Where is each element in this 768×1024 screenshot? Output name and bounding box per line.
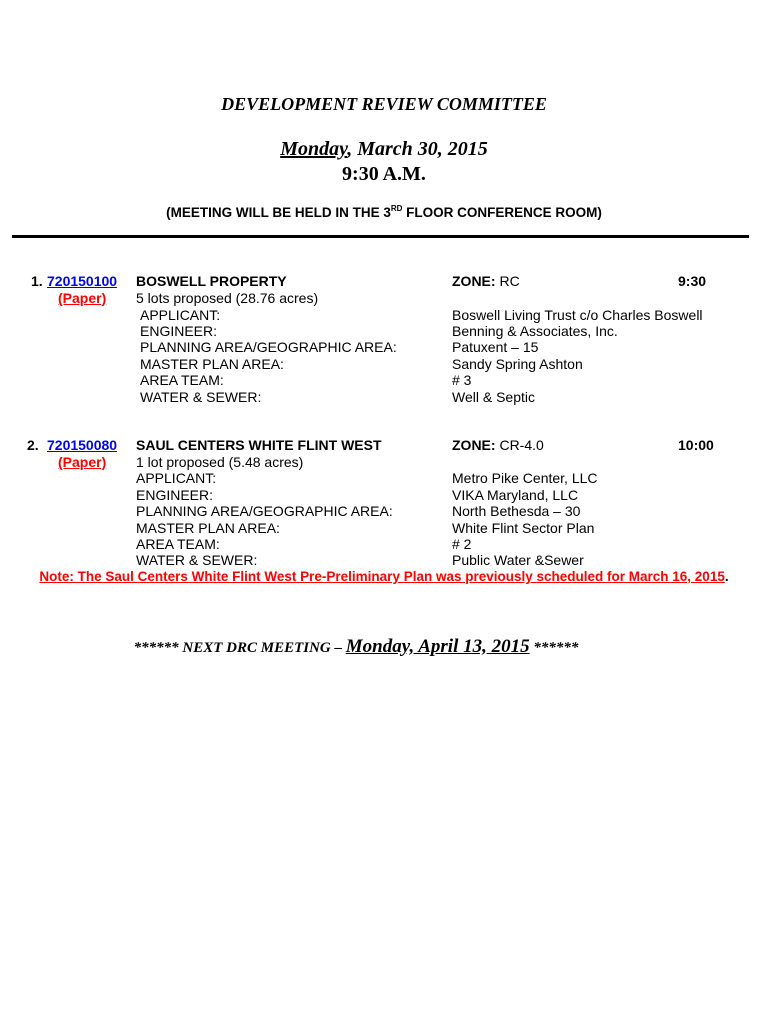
zone-label: ZONE: — [452, 437, 496, 453]
location-post: FLOOR CONFERENCE ROOM) — [402, 205, 602, 220]
applicant-label: APPLICANT: — [140, 307, 221, 323]
area-team-value: # 2 — [452, 536, 472, 552]
item-time: 10:00 — [678, 437, 714, 453]
meeting-time: 9:30 A.M. — [342, 163, 426, 185]
next-meeting — [0, 636, 712, 658]
page-title: DEVELOPMENT REVIEW COMMITTEE — [221, 94, 547, 114]
item-number: 1. — [31, 273, 43, 289]
master-plan-label: MASTER PLAN AREA: — [136, 520, 280, 536]
note-period: . — [724, 569, 729, 584]
area-team-label: AREA TEAM: — [136, 536, 220, 552]
location-pre: (MEETING WILL BE HELD IN THE 3 — [166, 205, 391, 220]
planning-value: Patuxent – 15 — [452, 339, 539, 355]
schedule-note — [0, 569, 768, 584]
paper-label: (Paper) — [58, 290, 107, 306]
location-sup: RD — [390, 204, 403, 213]
zone — [452, 437, 544, 453]
engineer-value: VIKA Maryland, LLC — [452, 487, 579, 503]
area-team-value: # 3 — [452, 372, 472, 388]
meeting-day: Monday — [280, 138, 348, 160]
water-sewer-value: Public Water &Sewer — [452, 552, 584, 568]
next-stars-left: ****** — [133, 640, 179, 656]
meeting-date-rest: , March 30, 2015 — [347, 138, 488, 160]
water-sewer-label: WATER & SEWER: — [140, 389, 262, 405]
project-name: BOSWELL PROPERTY — [136, 273, 287, 289]
case-link[interactable]: 720150080 — [47, 437, 118, 453]
meeting-location — [0, 204, 768, 220]
water-sewer-label: WATER & SEWER: — [136, 552, 258, 568]
planning-label: PLANNING AREA/GEOGRAPHIC AREA: — [140, 339, 397, 355]
lots-proposed: 1 lot proposed (5.48 acres) — [136, 454, 304, 470]
lots-proposed: 5 lots proposed (28.76 acres) — [136, 290, 319, 306]
meeting-date — [0, 138, 768, 161]
master-plan-value: White Flint Sector Plan — [452, 520, 595, 536]
zone — [452, 273, 520, 289]
note-text: Note: The Saul Centers White Flint West Pre-Preliminary Plan was previously scheduled for March 16, 2015 — [39, 569, 725, 584]
item-time: 9:30 — [678, 273, 707, 289]
applicant-value: Metro Pike Center, LLC — [452, 470, 598, 486]
next-meeting-date: Monday, April 13, 2015 — [345, 636, 530, 657]
project-name: SAUL CENTERS WHITE FLINT WEST — [136, 437, 382, 453]
zone-value: RC — [499, 273, 520, 289]
area-team-label: AREA TEAM: — [140, 372, 224, 388]
header-rule — [12, 235, 749, 238]
zone-label: ZONE: — [452, 273, 496, 289]
applicant-label: APPLICANT: — [136, 470, 217, 486]
next-stars-right: ****** — [529, 640, 579, 656]
water-sewer-value: Well & Septic — [452, 389, 535, 405]
item-number: 2. — [27, 437, 39, 453]
master-plan-value: Sandy Spring Ashton — [452, 356, 583, 372]
paper-label: (Paper) — [58, 454, 107, 470]
applicant-value: Boswell Living Trust c/o Charles Boswell — [452, 307, 703, 323]
planning-value: North Bethesda – 30 — [452, 503, 581, 519]
case-link[interactable]: 720150100 — [47, 273, 118, 289]
engineer-label: ENGINEER: — [136, 487, 214, 503]
planning-label: PLANNING AREA/GEOGRAPHIC AREA: — [136, 503, 393, 519]
next-meeting-label: NEXT DRC MEETING – — [178, 640, 346, 656]
zone-value: CR-4.0 — [499, 437, 544, 453]
engineer-label: ENGINEER: — [140, 323, 218, 339]
engineer-value: Benning & Associates, Inc. — [452, 323, 618, 339]
master-plan-label: MASTER PLAN AREA: — [140, 356, 284, 372]
